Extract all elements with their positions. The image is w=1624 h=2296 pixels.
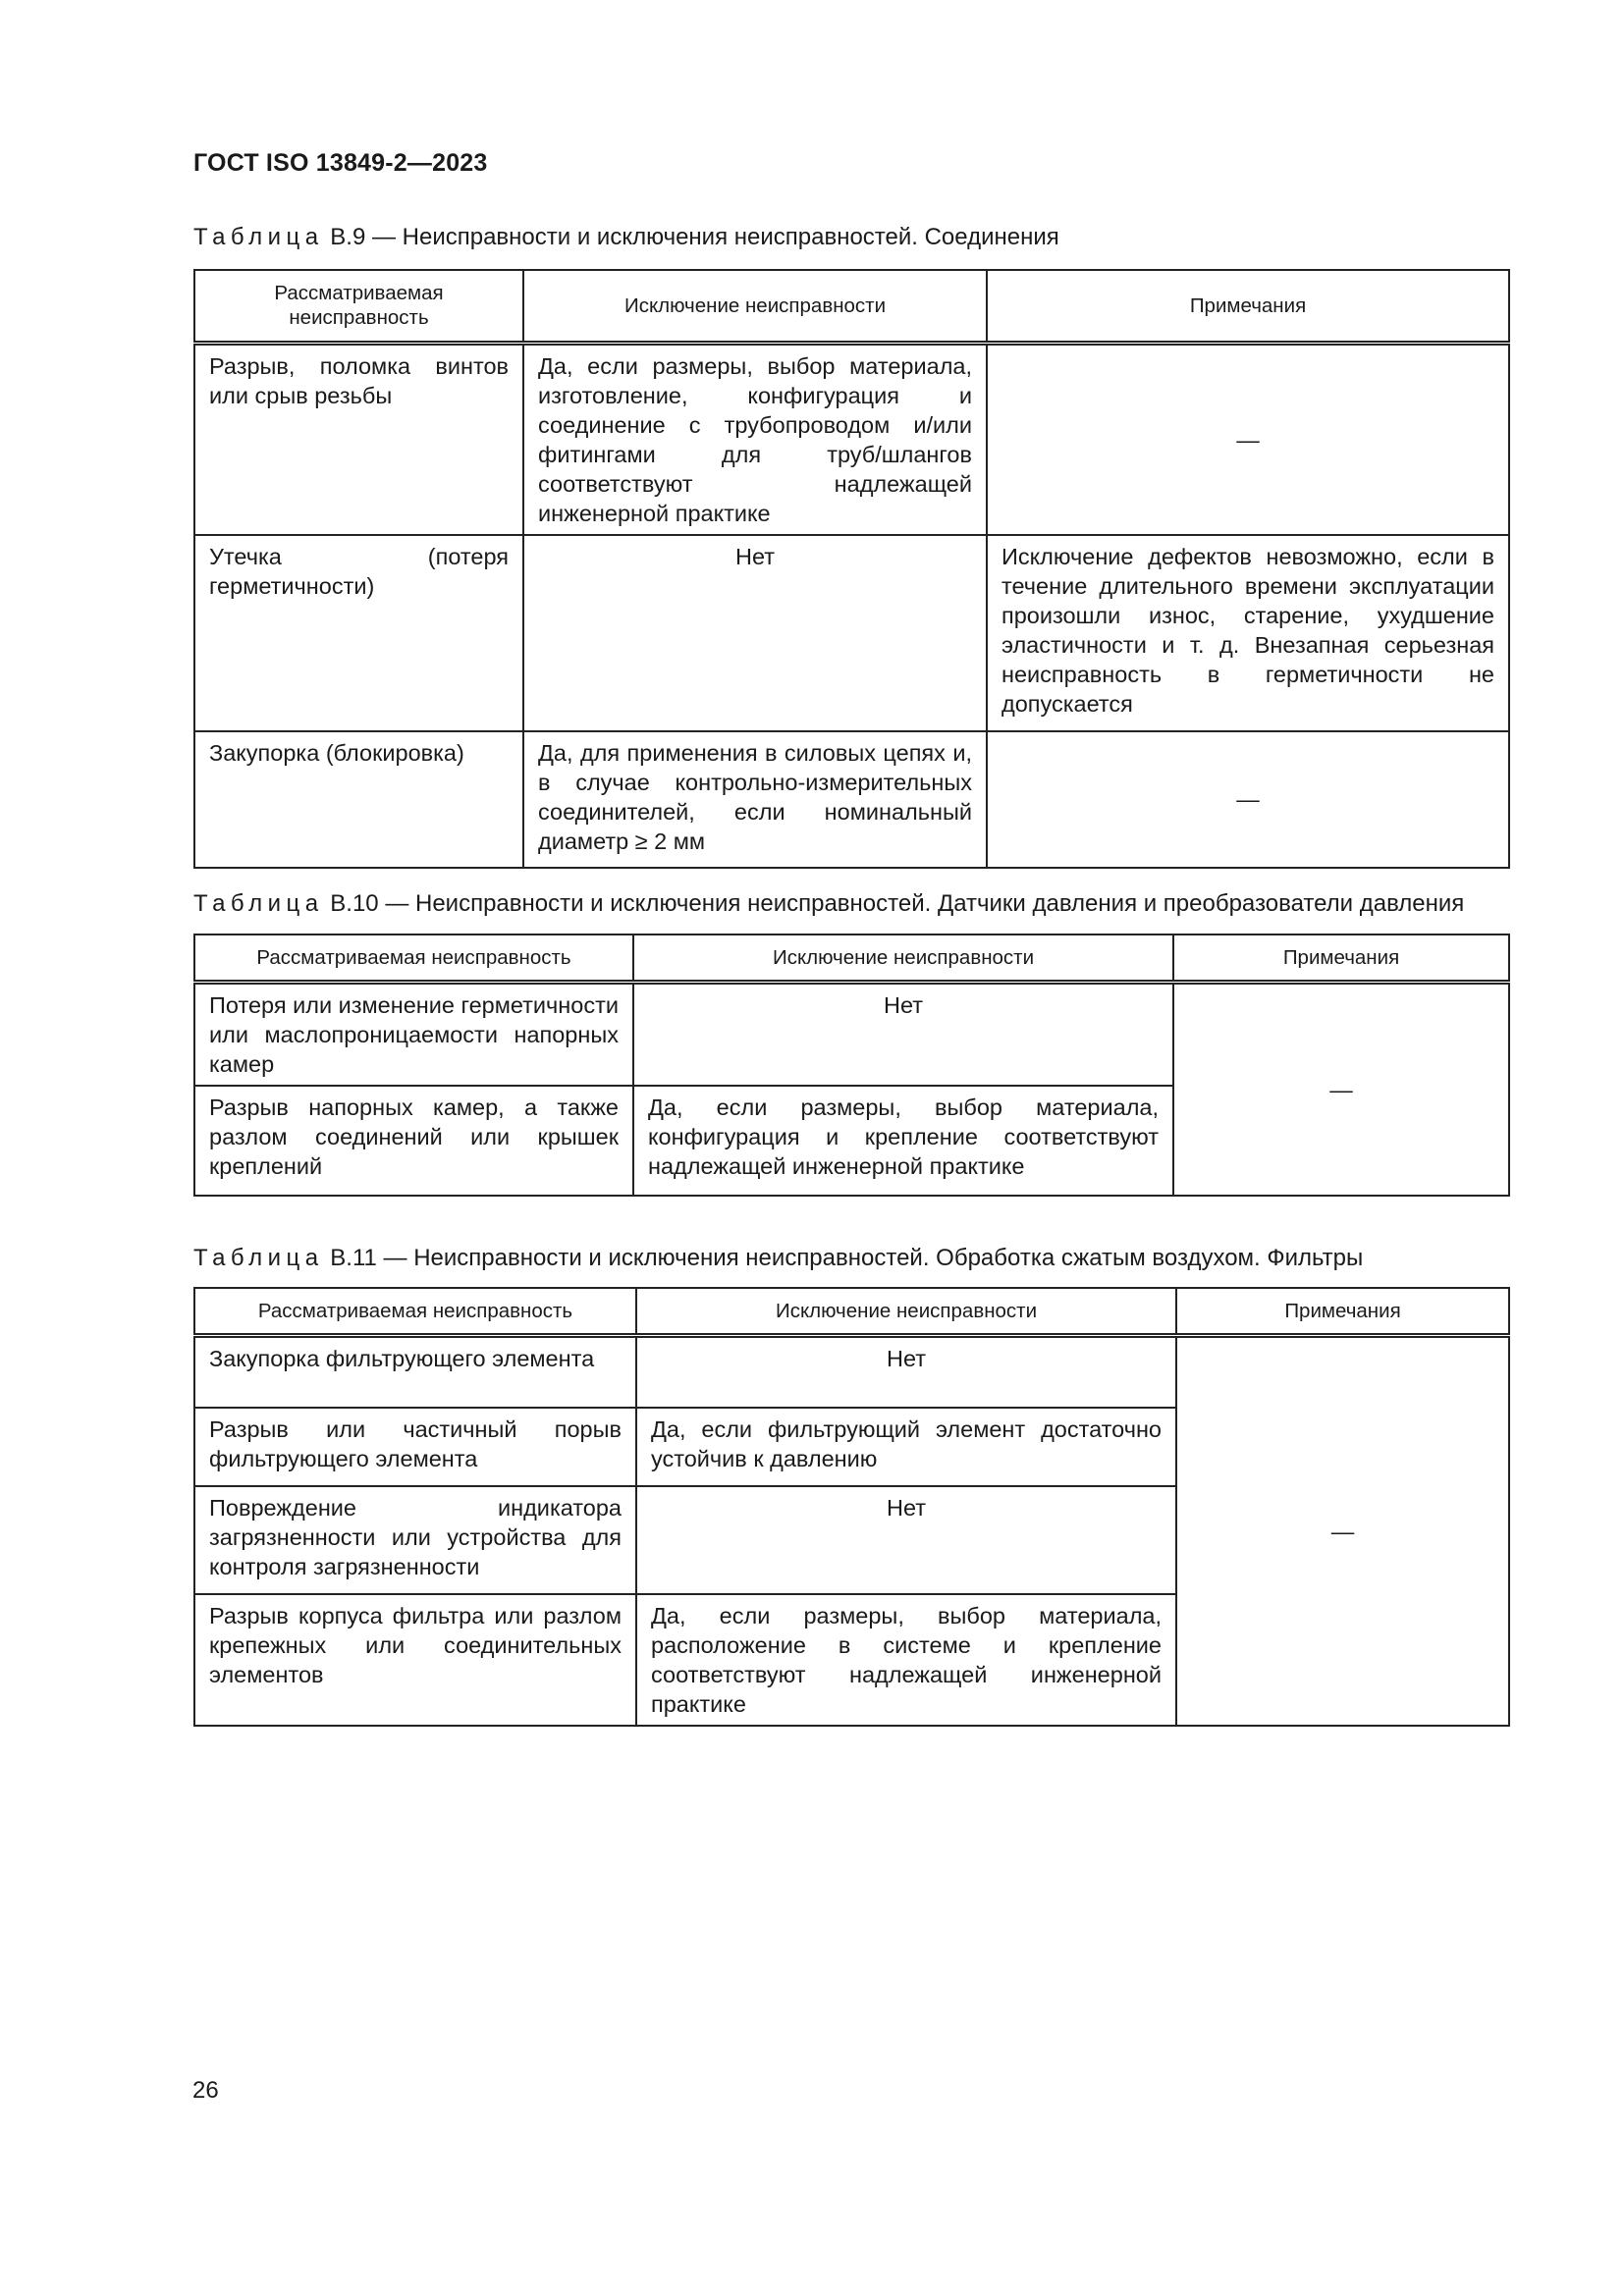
- table-b11-caption: [193, 1245, 1363, 1272]
- column-header-notes: Примечания: [1176, 1288, 1509, 1335]
- notes-cell: —: [987, 343, 1509, 535]
- table-row: [194, 535, 1509, 731]
- column-header-exclusion: Исключение неисправности: [636, 1288, 1176, 1335]
- table-row: [194, 1335, 1509, 1408]
- column-header-notes: Примечания: [1173, 934, 1509, 982]
- table-b9-caption-word: Таблица: [193, 224, 324, 250]
- table-header-row: [194, 934, 1509, 982]
- fault-cell: Потеря или изменение герметичности или маслопроницаемости напорных камер: [194, 982, 633, 1086]
- column-header-exclusion: Исключение неисправности: [633, 934, 1173, 982]
- column-header-notes: Примечания: [987, 270, 1509, 343]
- notes-cell: —: [1176, 1335, 1509, 1726]
- table-b11: [193, 1287, 1510, 1727]
- fault-cell: Повреждение индикатора загрязненности или устройства для контроля загрязненности: [194, 1486, 636, 1594]
- fault-cell: Разрыв напорных камер, а также разлом соединений или крышек креплений: [194, 1086, 633, 1196]
- notes-cell: Исключение дефектов невозможно, если в течение длительного времени эксплуатации произошли износ, старение, ухудшение эластичности и т. д. Внезапная серьезная неисправность в герметичности не допускается: [987, 535, 1509, 731]
- table-b11-caption-text: В.11 — Неисправности и исключения неисправностей. Обработка сжатым воздухом. Фильтры: [330, 1245, 1364, 1271]
- table-row: [194, 731, 1509, 868]
- fault-cell: Разрыв корпуса фильтра или разлом крепежных или соединительных элементов: [194, 1594, 636, 1726]
- column-header-exclusion: Исключение неисправности: [523, 270, 987, 343]
- table-row: [194, 343, 1509, 535]
- column-header-fault: Рассматриваемая неисправность: [194, 1288, 636, 1335]
- table-header-row: [194, 1288, 1509, 1335]
- notes-cell: —: [987, 731, 1509, 868]
- table-b10-caption: [193, 890, 1464, 918]
- table-b10-caption-word: Таблица: [193, 890, 324, 917]
- table-b11-caption-word: Таблица: [193, 1245, 324, 1271]
- exclusion-cell: Да, для применения в силовых цепях и, в случае контрольно-измерительных соединителей, если номинальный диаметр ≥ 2 мм: [523, 731, 987, 868]
- exclusion-cell: Да, если фильтрующий элемент достаточно устойчив к давлению: [636, 1408, 1176, 1486]
- table-b10-caption-text: В.10 — Неисправности и исключения неисправностей. Датчики давления и преобразователи давления: [330, 890, 1465, 917]
- table-header-row: [194, 270, 1509, 343]
- exclusion-cell: Да, если размеры, выбор материала, расположение в системе и крепление соответствуют надлежащей инженерной практике: [636, 1594, 1176, 1726]
- fault-cell: Закупорка фильтрующего элемента: [194, 1335, 636, 1408]
- table-row: [194, 982, 1509, 1086]
- notes-cell: —: [1173, 982, 1509, 1196]
- fault-cell: Разрыв или частичный порыв фильтрующего элемента: [194, 1408, 636, 1486]
- fault-cell: Закупорка (блокировка): [194, 731, 523, 868]
- exclusion-cell: Нет: [636, 1335, 1176, 1408]
- exclusion-cell: Да, если размеры, выбор материала, изготовление, конфигурация и соединение с трубопроводом и/или фитингами для труб/шлангов соответствуют надлежащей инженерной практике: [523, 343, 987, 535]
- exclusion-cell: Да, если размеры, выбор материала, конфигурация и крепление соответствуют надлежащей инженерной практике: [633, 1086, 1173, 1196]
- table-b9-caption-text: В.9 — Неисправности и исключения неисправностей. Соединения: [330, 224, 1059, 250]
- table-b9-caption: [193, 224, 1059, 251]
- fault-cell: Разрыв, поломка винтов или срыв резьбы: [194, 343, 523, 535]
- table-b10: [193, 934, 1510, 1197]
- exclusion-cell: Нет: [636, 1486, 1176, 1594]
- column-header-fault: Рассматриваемая неисправность: [194, 270, 523, 343]
- document-header: ГОСТ ISO 13849-2—2023: [193, 149, 488, 177]
- column-header-fault: Рассматриваемая неисправность: [194, 934, 633, 982]
- exclusion-cell: Нет: [633, 982, 1173, 1086]
- table-b9: [193, 269, 1510, 869]
- page-number: 26: [192, 2077, 219, 2104]
- exclusion-cell: Нет: [523, 535, 987, 731]
- fault-cell: Утечка (потеря герметичности): [194, 535, 523, 731]
